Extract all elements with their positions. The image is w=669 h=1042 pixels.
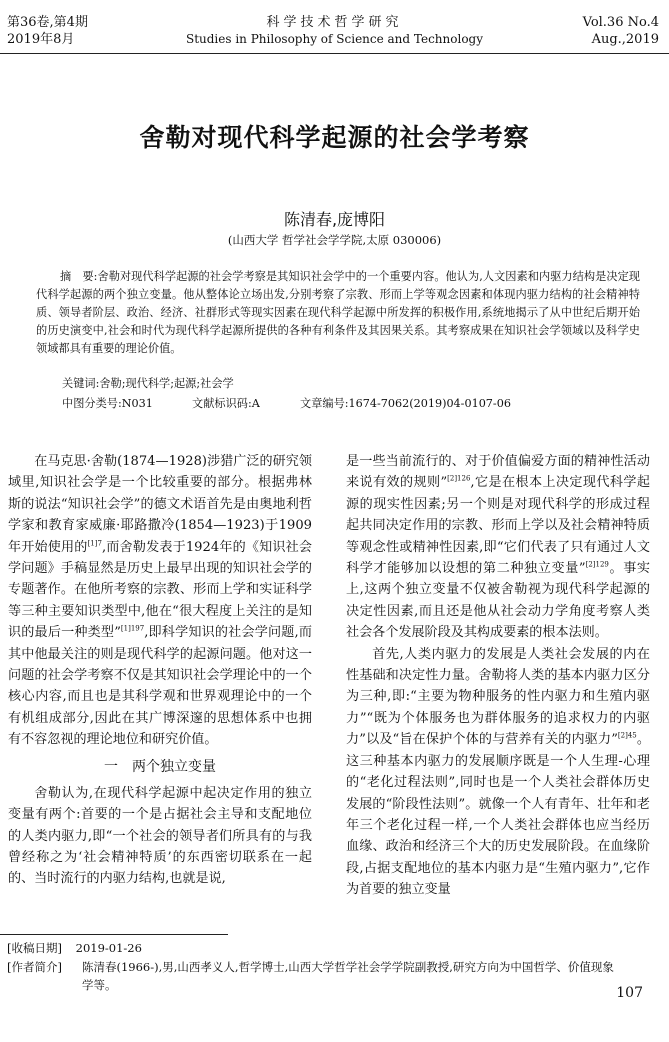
citation: [2]45	[617, 731, 637, 740]
journal-title-cn: 科学技术哲学研究	[266, 15, 403, 30]
journal-title-en: Studies in Philosophy of Science and Technology	[185, 32, 484, 46]
article-number: 文章编号:1674-7062(2019)04-0107-06	[300, 397, 511, 410]
text-run: ,它是在根本上决定现代科学起源的现实性因素;另一个则是对现代科学的形成过程起共同决定作用的宗教、形而上学以及社会精神特质等观念性或精神性因素,即“它们代表了只有通过人文科学才能够加以设想的第二种独立变量”	[346, 475, 650, 577]
abstract-text: 舍勒对现代科学起源的社会学考察是其知识社会学中的一个重要内容。他认为,人文因素和内驱力结构是决定现代科学起源的两个独立变量。他从整体论立场出发,分别考察了宗教、形而上学等观念因素和体现内驱力结构的社会精神特质、领导者阶层、政治、经济、社群形式等现实因素在现代科学起源中所发挥的积极作用,系统地揭示了从中世纪后期开始的历史演变中,社会和时代为现代科学起源所提供的各种有利条件及其因果关系。其考察成果在知识社会学领域以及科学史领域都具有重要的理论价值。	[36, 270, 640, 355]
text-run: 首先,人类内驱力的发展是人类社会发展的内在性基础和决定性力量。舍勒将人类的基本内驱力区分为三种,即:“主要为物种服务的性内驱力和生殖内驱力”“既为个体服务也为群体服务的追求权力的内驱力”以及“旨在保护个体的与营养有关的内驱力”	[346, 646, 650, 748]
paragraph	[346, 644, 650, 901]
received-date-line	[7, 939, 142, 957]
section-heading: 一 两个独立变量	[104, 758, 216, 775]
text-run: ,而舍勒发表于1924年的《知识社会学问题》手稿显然是历史上最早出现的知识社会学的专题著作。在他所考察的宗教、形而上学和实证科学等三种主要知识类型中,他在“很大程度上关注的是知识的最后一种类型”	[8, 539, 313, 641]
volume-issue-cn: 第36卷,第4期	[7, 15, 88, 30]
abstract-label: 摘 要:	[60, 270, 98, 283]
date-cn: 2019年8月	[7, 32, 75, 47]
text-run: ,即科学知识的社会学问题,而其中他最关注的则是现代科学的起源问题。他对这一问题的社会学考察不仅是其知识社会学理论中的一个核心内容,而且也是其科学观和世界观理论中的一个有机组成部分,因此在其广博深邃的思想体系中也拥有不容忽视的理论地位和研究价值。	[8, 625, 312, 748]
body-right-column	[346, 451, 650, 901]
received-date: 2019-01-26	[75, 941, 142, 955]
text-run: 是一些当前流行的、对于价值偏爱方面的精神性活动来说有效的规则”	[346, 454, 650, 491]
author-bio-line1: 陈清春(1966-),男,山西孝义人,哲学博士,山西大学哲学社会学学院副教授,研究方向为中国哲学、价值现象	[82, 960, 614, 974]
affiliation: (山西大学 哲学社会学学院,太原 030006)	[227, 233, 442, 247]
document-code: 文献标识码:A	[192, 397, 260, 410]
author-bio-line2: 学等。	[82, 978, 117, 992]
page-number: 107	[616, 985, 643, 1001]
paragraph	[346, 451, 650, 644]
authors: 陈清春,庞博阳	[283, 210, 386, 229]
citation: [2]129	[585, 560, 609, 569]
text-run: 。事实上,这两个独立变量不仅被舍勒视为现代科学起源的决定性因素,而且还是他从社会动力学角度考察人类社会各个发展阶段及其构成要素的根本法则。	[346, 561, 650, 641]
author-label: [作者简介]	[7, 960, 62, 974]
citation: [2]126	[447, 475, 471, 484]
abstract	[36, 268, 640, 358]
citation: [1]197	[120, 624, 145, 633]
footnote-rule	[0, 934, 228, 935]
text-run: 在马克思·舍勒(1874—1928)涉猎广泛的研究领域里,知识社会学是一个比较重要的部分。根据弗林斯的说法“知识社会学”的德文术语首先是由奥地利哲学家和教育家威廉·耶路撒冷(1854—1923)于1909年开始使用的	[8, 454, 312, 555]
paper-title: 舍勒对现代科学起源的社会学考察	[139, 123, 530, 152]
citation: [1]7	[87, 539, 102, 548]
clc-number: 中图分类号:N031	[62, 397, 153, 410]
header-rule	[0, 53, 669, 54]
body-left-column	[8, 451, 312, 890]
paragraph: 舍勒认为,在现代科学起源中起决定作用的独立变量有两个:首要的一个是占据社会主导和支配地位的人类内驱力,即“一个社会的领导者们所具有的与我曾经称之为‘社会精神特质’的东西密切联系在一起的、当时流行的内驱力结构,也就是说,	[8, 785, 312, 887]
keywords: 关键词:舍勒;现代科学;起源;社会学	[62, 377, 234, 390]
volume-issue-en: Vol.36 No.4	[582, 15, 659, 30]
text-run: 。这三种基本内驱力的发展顺序既是一个人生理-心理的“老化过程法则”,同时也是一个人类社会群体历史发展的“阶段性法则”。就像一个人有青年、壮年和老年三个老化过程一样,一个人类社会群体也应当经历血缘、政治和经济三个大的历史发展阶段。在血缘阶段,占据支配地位的基本内驱力是“生殖内驱力”,它作为首要的独立变量	[346, 732, 650, 898]
paragraph	[8, 451, 312, 751]
received-label: [收稿日期]	[7, 941, 62, 955]
date-en: Aug.,2019	[591, 32, 659, 47]
